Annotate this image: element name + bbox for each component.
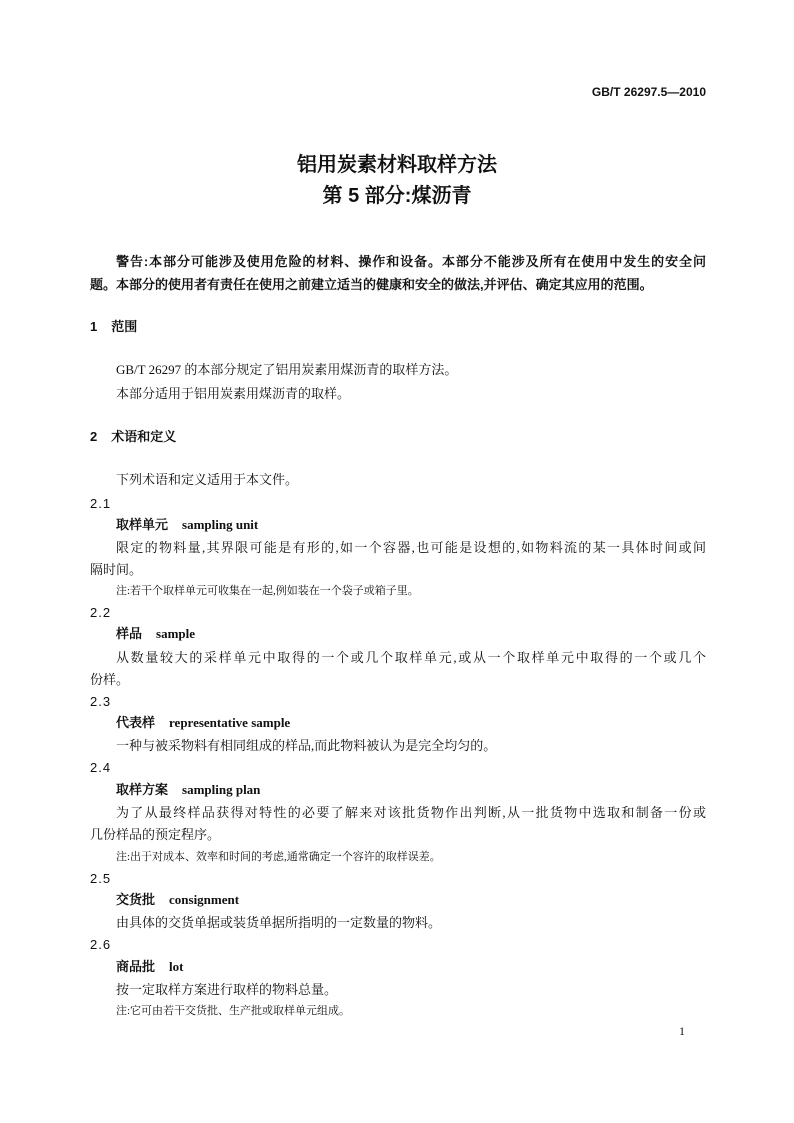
definition-line: 一种与被采物料有相同组成的样品,而此物料被认为是完全均匀的。 (116, 738, 497, 753)
section-number: 1 (90, 319, 98, 334)
page-number: 1 (679, 1024, 685, 1038)
term-zh: 商品批 (116, 959, 156, 974)
term-zh: 交货批 (116, 892, 156, 907)
term-entry (116, 625, 195, 643)
term-entry (116, 714, 290, 732)
paragraph-line: 本部分适用于铝用炭素用煤沥青的取样。 (116, 386, 351, 401)
term-entry (116, 781, 260, 799)
term-zh: 代表样 (116, 715, 156, 730)
definition-line: 隔时间。 (90, 562, 143, 577)
clause-number: 2.4 (90, 760, 112, 775)
section-heading (90, 428, 176, 446)
title-main: 铝用炭素材料取样方法 (297, 154, 497, 176)
term-en: sampling plan (182, 782, 261, 797)
term-zh: 取样方案 (116, 782, 169, 797)
section-title: 术语和定义 (111, 429, 177, 444)
definition-line: 由具体的交货单据或装货单据所指明的一定数量的物料。 (116, 915, 442, 930)
definition-line: 按一定取样方案进行取样的物料总量。 (116, 982, 338, 997)
clause-number: 2.6 (90, 937, 112, 952)
section-title: 范围 (111, 319, 138, 334)
term-en: lot (169, 959, 184, 974)
warning-line: 题。本部分的使用者有责任在使用之前建立适当的健康和安全的做法,并评估、确定其应用的范围。 (90, 277, 653, 292)
note-text: 注:出于对成本、效率和时间的考虑,通常确定一个容许的取样误差。 (116, 851, 441, 863)
note-text: 注:若干个取样单元可收集在一起,例如装在一个袋子或箱子里。 (116, 585, 419, 597)
term-en: sample (156, 626, 196, 641)
term-entry (116, 516, 258, 534)
paragraph-line: 下列术语和定义适用于本文件。 (116, 472, 299, 487)
paragraph-line: GB/T 26297 的本部分规定了铝用炭素用煤沥青的取样方法。 (116, 362, 458, 377)
definition-line: 限定的物料量,其界限可能是有形的,如一个容器,也可能是设想的,如物料流的某一具体时间或间 (116, 540, 706, 555)
note-text: 注:它可由若干交货批、生产批或取样单元组成。 (116, 1005, 351, 1017)
title-part: 第 5 部分:煤沥青 (322, 185, 472, 207)
term-entry (116, 891, 239, 909)
term-en: sampling unit (182, 517, 259, 532)
term-zh: 样品 (116, 626, 143, 641)
term-en: representative sample (169, 715, 291, 730)
standard-code: GB/T 26297.5—2010 (591, 85, 706, 99)
section-number: 2 (90, 429, 98, 444)
definition-line: 几份样品的预定程序。 (90, 827, 221, 842)
term-en: consignment (169, 892, 240, 907)
clause-number: 2.1 (90, 496, 112, 511)
definition-line: 为了从最终样品获得对特性的必要了解来对该批货物作出判断,从一批货物中选取和制备一份或 (116, 805, 706, 820)
clause-number: 2.2 (90, 605, 112, 620)
section-heading (90, 318, 137, 336)
definition-line: 从数量较大的采样单元中取得的一个或几个取样单元,或从一个取样单元中取得的一个或几个 (116, 650, 706, 665)
warning-line: 警告:本部分可能涉及使用危险的材料、操作和设备。本部分不能涉及所有在使用中发生的安全问 (116, 254, 706, 269)
clause-number: 2.3 (90, 694, 112, 709)
definition-line: 份样。 (90, 672, 130, 687)
term-entry (116, 958, 183, 976)
clause-number: 2.5 (90, 871, 112, 886)
term-zh: 取样单元 (116, 517, 169, 532)
